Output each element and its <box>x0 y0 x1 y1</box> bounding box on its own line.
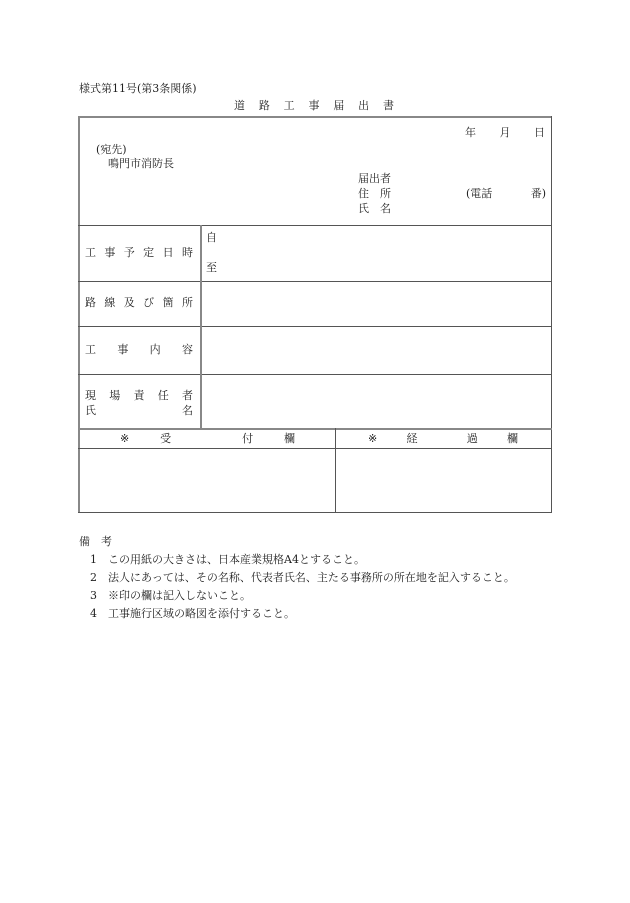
title-char: 届 <box>333 99 345 112</box>
label-char: 及 <box>123 296 135 309</box>
mark-icon: ※ <box>120 432 130 445</box>
note-text: この用紙の大きさは、日本産業規格A4とすること。 <box>108 553 365 566</box>
note-number: 2 <box>90 571 97 584</box>
applicant-label: 届出者 <box>358 172 391 185</box>
title-char: 書 <box>382 99 394 112</box>
label-char: 時 <box>181 246 193 259</box>
addressee-prefix: (宛先) <box>96 143 127 156</box>
label-char: 定 <box>143 246 155 259</box>
title-char: 道 <box>234 99 245 112</box>
phone-open-label: (電話 <box>466 187 493 200</box>
name-label: 氏 名 <box>358 202 391 215</box>
label-char: 現 <box>85 389 96 402</box>
date-year-label: 年 <box>465 126 476 139</box>
note-number: 4 <box>90 607 97 620</box>
mark-icon: ※ <box>368 432 378 445</box>
title-char: 事 <box>308 99 320 112</box>
label-char: 付 <box>242 432 254 445</box>
manager-label-line1 <box>85 389 193 403</box>
divider <box>78 428 552 430</box>
address-label: 住 所 <box>358 187 391 200</box>
note-number: 3 <box>90 589 97 602</box>
reception-field <box>80 449 335 512</box>
content-label <box>85 343 193 357</box>
label-char: 受 <box>160 432 172 445</box>
phone-field[interactable] <box>466 187 546 201</box>
title-char: 工 <box>283 99 295 112</box>
note-item <box>90 589 251 603</box>
note-item <box>90 607 295 621</box>
manager-field[interactable] <box>202 375 551 428</box>
border-top <box>78 116 552 118</box>
phone-close-label: 番) <box>530 187 546 200</box>
route-label <box>85 296 193 310</box>
addressee: 鳴門市消防長 <box>108 157 174 170</box>
note-item <box>90 571 515 585</box>
progress-header <box>368 432 518 446</box>
date-month-label: 月 <box>499 126 511 139</box>
border-right <box>551 116 552 513</box>
label-char: 路 <box>85 296 96 309</box>
label-char: 場 <box>109 389 121 402</box>
form-number: 様式第11号(第3条関係) <box>79 82 197 95</box>
label-char: び <box>143 296 155 309</box>
schedule-from-label: 自 <box>206 231 217 244</box>
label-char: 責 <box>133 389 145 402</box>
label-char: 工 <box>85 246 96 259</box>
note-number: 1 <box>90 553 97 566</box>
label-char: 容 <box>181 343 193 356</box>
label-char: 内 <box>149 343 161 356</box>
label-char: 欄 <box>283 432 295 445</box>
document-title <box>234 99 394 113</box>
label-char: 所 <box>181 296 193 309</box>
label-char: 事 <box>104 246 116 259</box>
title-char: 出 <box>358 99 370 112</box>
reception-header <box>120 432 295 446</box>
label-char: 欄 <box>506 432 518 445</box>
date-day-label: 日 <box>534 126 545 139</box>
schedule-label <box>85 246 193 260</box>
date-field[interactable] <box>465 126 545 140</box>
note-text: 工事施行区域の略図を添付すること。 <box>108 607 295 620</box>
label-char: 任 <box>157 389 169 402</box>
notes-heading: 備 考 <box>79 535 112 548</box>
content-field[interactable] <box>202 327 551 374</box>
label-char: 工 <box>85 343 96 356</box>
label-char: 経 <box>406 432 418 445</box>
schedule-field[interactable] <box>202 226 551 281</box>
label-char: 予 <box>123 246 135 259</box>
border-bottom <box>78 512 552 513</box>
note-text: 法人にあっては、その名称、代表者氏名、主たる事務所の所在地を記入すること。 <box>108 571 515 584</box>
label-char: 線 <box>104 296 116 309</box>
schedule-to-label: 至 <box>206 261 217 274</box>
label-char: 者 <box>182 389 193 402</box>
progress-field <box>336 449 551 512</box>
label-char: 氏 <box>85 404 96 417</box>
label-char: 名 <box>182 404 193 417</box>
note-item <box>90 553 365 567</box>
route-field[interactable] <box>202 282 551 326</box>
label-char: 過 <box>466 432 478 445</box>
label-char: 箇 <box>162 296 174 309</box>
title-char: 路 <box>258 99 270 112</box>
label-char: 事 <box>117 343 129 356</box>
manager-label-line2 <box>85 404 193 418</box>
note-text: ※印の欄は記入しないこと。 <box>108 589 251 602</box>
label-char: 日 <box>162 246 174 259</box>
